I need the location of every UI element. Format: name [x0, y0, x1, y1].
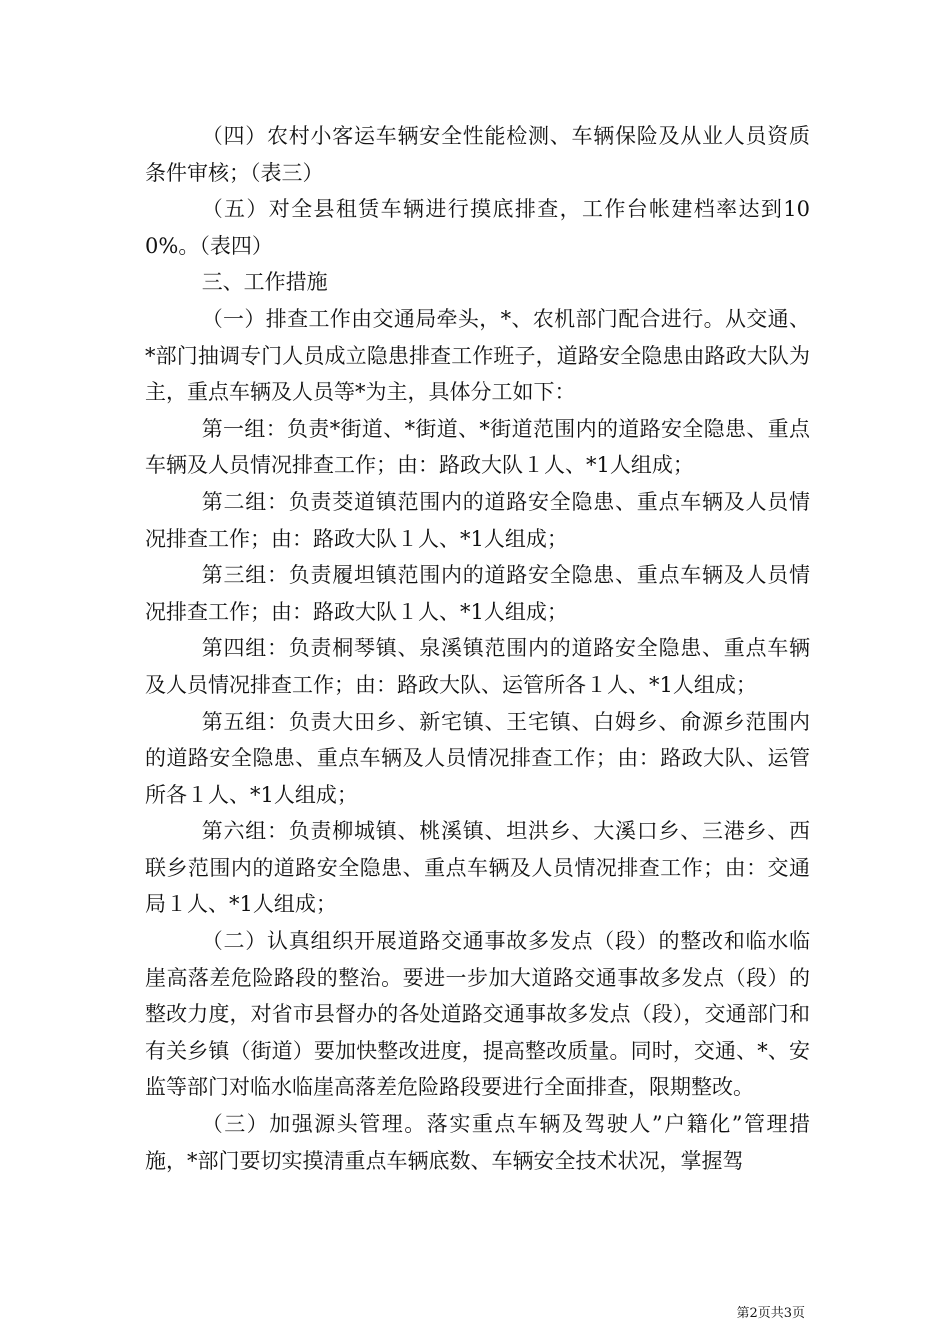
paragraph-group-2: 第二组：负责茭道镇范围内的道路安全隐患、重点车辆及人员情况排查工作；由：路政大队１人、*1人组成；: [145, 489, 810, 551]
paragraph-group-6: 第六组：负责柳城镇、桃溪镇、坦洪乡、大溪口乡、三港乡、西联乡范围内的道路安全隐患、重点车辆及人员情况排查工作；由：交通局１人、*1人组成；: [145, 819, 810, 917]
section-heading-work-measures: 三、工作措施: [201, 270, 328, 295]
paragraph-group-4: 第四组：负责桐琴镇、泉溪镇范围内的道路安全隐患、重点车辆及人员情况排查工作；由：路政大队、运管所各１人、*1人组成；: [145, 636, 810, 697]
paragraph-group-5: 第五组：负责大田乡、新宅镇、王宅镇、白姆乡、俞源乡范围内的道路安全隐患、重点车辆及人员情况排查工作；由：路政大队、运管所各１人、*1人组成；: [145, 709, 810, 807]
paragraph-group-1: 第一组：负责*街道、*街道、*街道范围内的道路安全隐患、重点车辆及人员情况排查工作；由：路政大队１人、*1人组成；: [145, 416, 810, 478]
paragraph-measure-2: （二）认真组织开展道路交通事故多发点（段）的整改和临水临崖高落差危险路段的整治。要进一步加大道路交通事故多发点（段）的整改力度，对省市县督办的各处道路交通事故多发点（段），交通部门和有关乡镇（街道）要加快整改进度，提高整改质量。同时，交通、*、安监等部门对临水临崖高落差危险路段要进行全面排查，限期整改。: [145, 929, 810, 1100]
paragraph-item-4-inspection: （四）农村小客运车辆安全性能检测、车辆保险及从业人员资质条件审核；（表三）: [145, 124, 810, 185]
paragraph-measure-1: （一）排查工作由交通局牵头，*、农机部门配合进行。从交通、*部门抽调专门人员成立隐患排查工作班子，道路安全隐患由路政大队为主，重点车辆及人员等*为主，具体分工如下：: [145, 306, 810, 405]
document-body: [145, 118, 810, 1179]
paragraph-measure-3: （三）加强源头管理。落实重点车辆及驾驶人”户籍化”管理措施，*部门要切实摸清重点车辆底数、车辆安全技术状况，掌握驾: [145, 1112, 810, 1173]
paragraph-item-5-rental-vehicles: （五）对全县租赁车辆进行摸底排查，工作台帐建档率达到100%。（表四）: [145, 197, 810, 258]
page-number-footer: 第2页共3页: [736, 1306, 805, 1321]
paragraph-group-3: 第三组：负责履坦镇范围内的道路安全隐患、重点车辆及人员情况排查工作；由：路政大队１人、*1人组成；: [145, 563, 810, 624]
